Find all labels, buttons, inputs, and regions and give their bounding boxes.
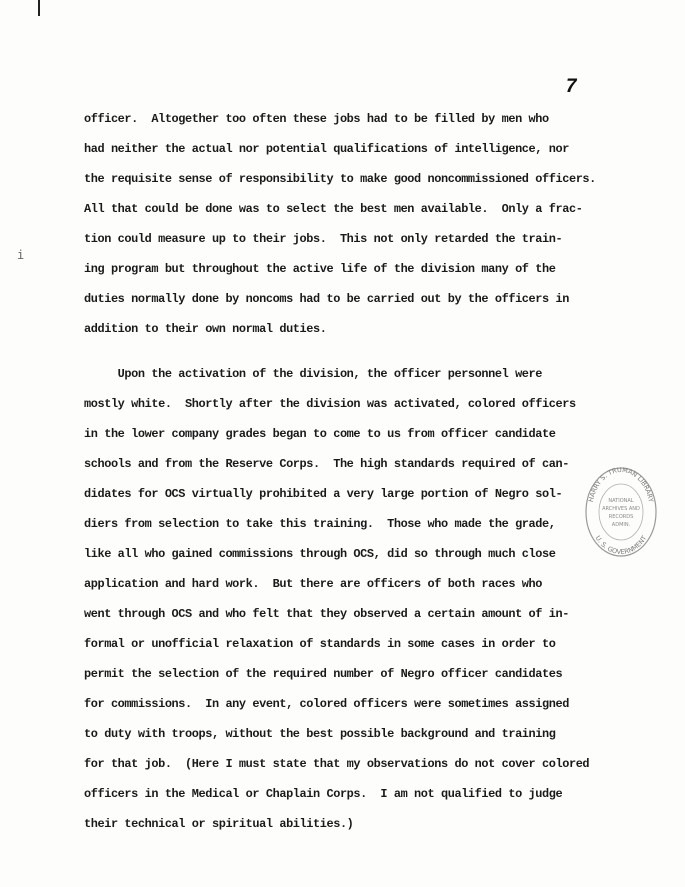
stamp-inner-line: RECORDS (608, 514, 634, 520)
text-line: like all who gained commissions through OCS, did so through much close (84, 547, 556, 561)
text-line: application and hard work. But there are officers of both races who (84, 577, 543, 591)
paragraph-gap (84, 344, 644, 359)
text-line: officer. Altogether too often these jobs had to be filled by men who (84, 112, 549, 126)
margin-mark: i (17, 248, 25, 262)
text-line: the requisite sense of responsibility to make good noncommissioned officers. (84, 172, 596, 186)
page-number: 7 (565, 76, 578, 99)
text-line: schools and from the Reserve Corps. The high standards required of can- (84, 457, 569, 471)
stamp-outer-top-text: HARRY S. TRUMAN LIBRARY (586, 466, 656, 503)
document-body (84, 104, 644, 839)
text-line: for commissions. In any event, colored officers were sometimes assigned (84, 697, 569, 711)
stamp-inner-line: ADMIN. (611, 522, 631, 528)
text-line: for that job. (Here I must state that my observations do not cover colored (84, 757, 590, 771)
text-line: Upon the activation of the division, the officer personnel were (84, 367, 543, 381)
archive-stamp (584, 466, 658, 558)
paragraph-1 (84, 104, 644, 344)
text-line: tion could measure up to their jobs. This not only retarded the train- (84, 232, 563, 246)
text-line: formal or unofficial relaxation of standards in some cases in order to (84, 637, 556, 651)
text-line: All that could be done was to select the best men available. Only a frac- (84, 202, 583, 216)
text-line: in the lower company grades began to come to us from officer candidate (84, 427, 556, 441)
text-line: their technical or spiritual abilities.) (84, 817, 354, 831)
text-line: to duty with troops, without the best possible background and training (84, 727, 556, 741)
stamp-inner-line: NATIONAL (608, 498, 634, 504)
text-line: didates for OCS virtually prohibited a very large portion of Negro sol- (84, 487, 563, 501)
text-line: had neither the actual nor potential qualifications of intelligence, nor (84, 142, 569, 156)
stamp-seal-icon (584, 466, 658, 558)
text-line: diers from selection to take this training. Those who made the grade, (84, 517, 556, 531)
paragraph-2 (84, 359, 644, 839)
stamp-inner-line: ARCHIVES AND (602, 506, 640, 512)
text-line: duties normally done by noncoms had to be carried out by the officers in (84, 292, 569, 306)
text-line: officers in the Medical or Chaplain Corps. I am not qualified to judge (84, 787, 563, 801)
text-line: mostly white. Shortly after the division was activated, colored officers (84, 397, 576, 411)
text-line: permit the selection of the required number of Negro officer candidates (84, 667, 563, 681)
text-line: went through OCS and who felt that they observed a certain amount of in- (84, 607, 569, 621)
text-line: addition to their own normal duties. (84, 322, 327, 336)
stamp-outer-bottom-text: U. S. GOVERNMENT (593, 534, 649, 557)
edge-mark (38, 0, 40, 16)
text-line: ing program but throughout the active life of the division many of the (84, 262, 556, 276)
